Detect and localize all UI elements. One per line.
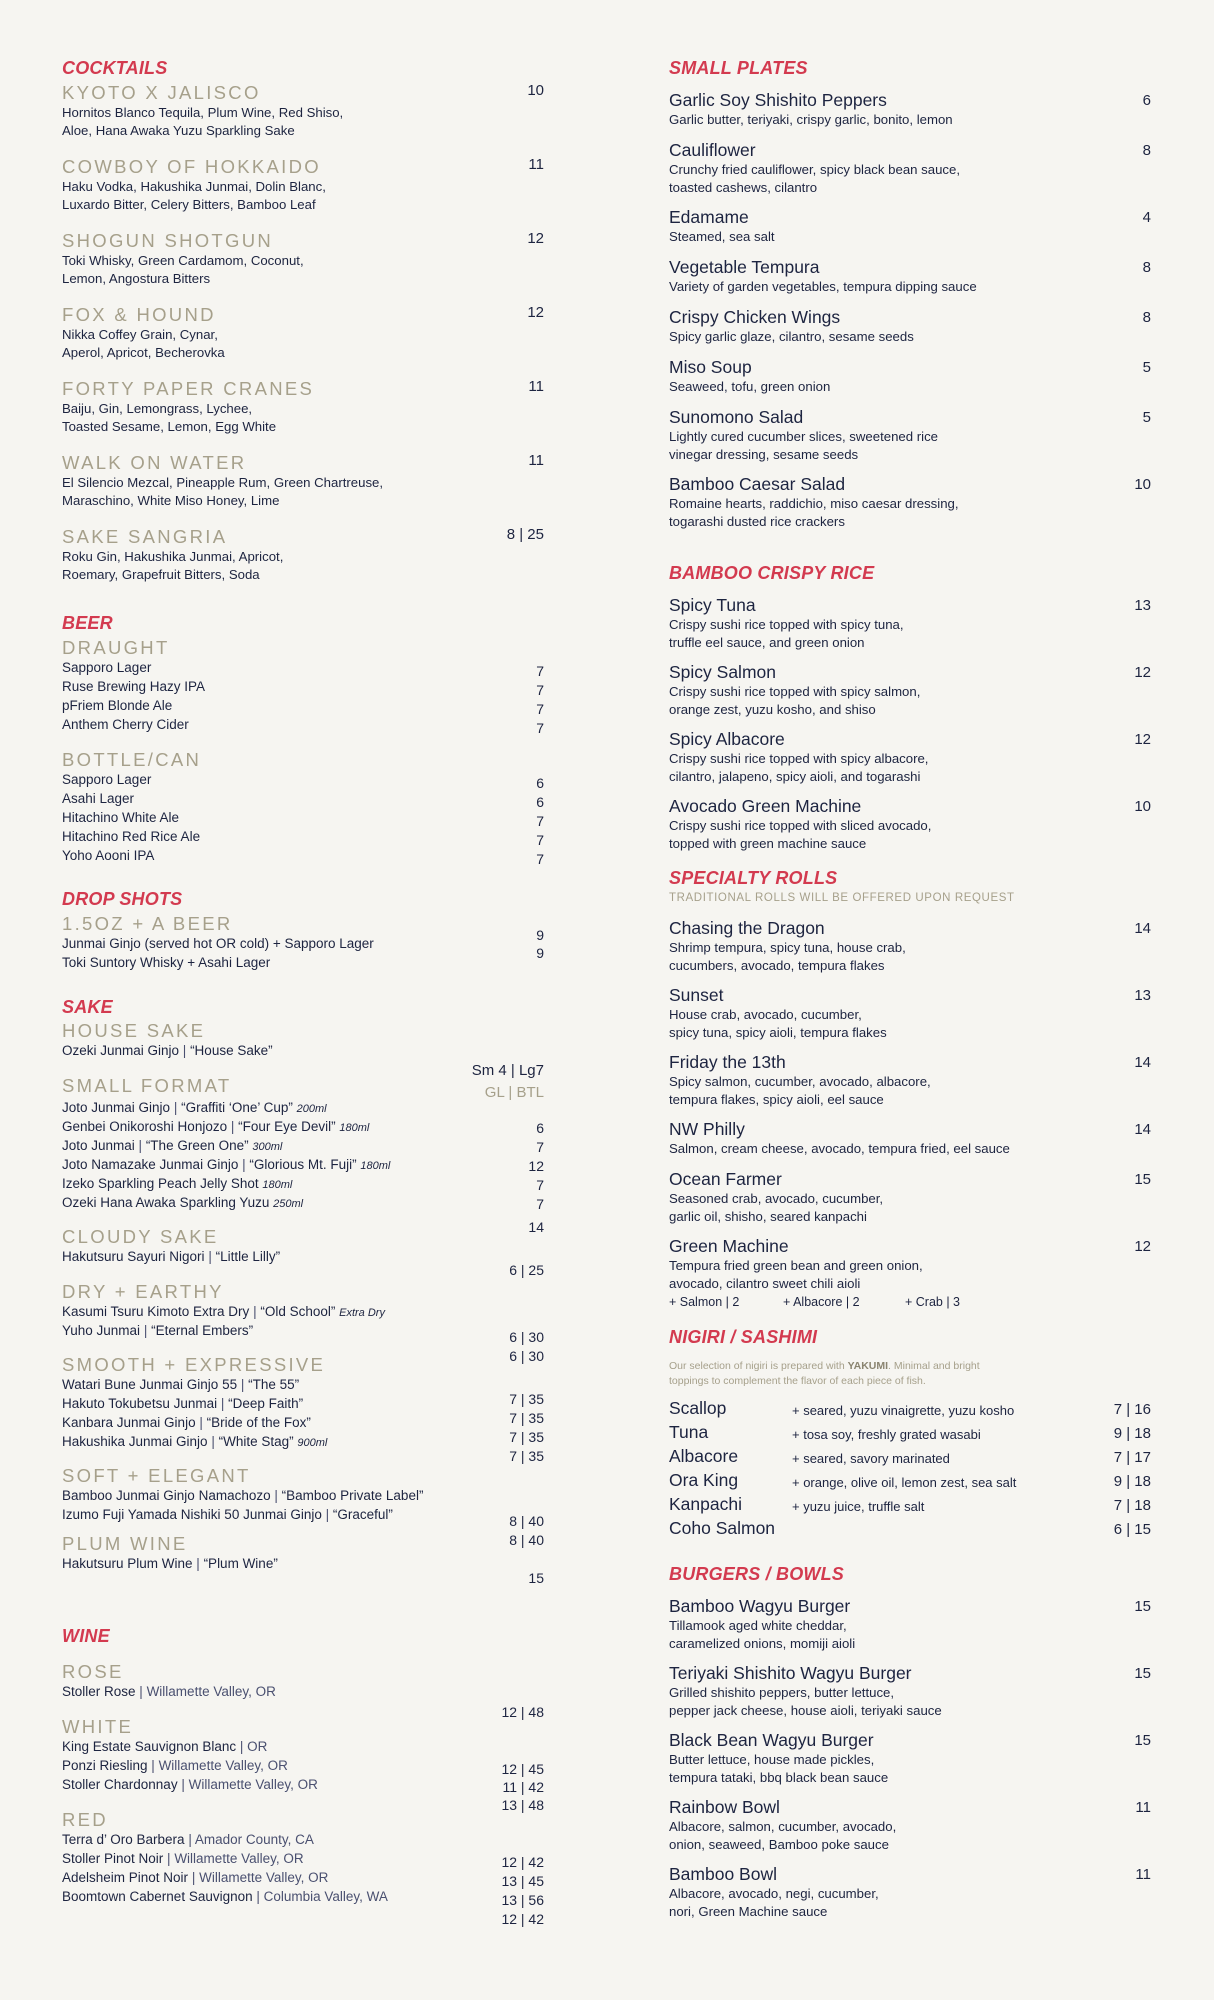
drop-shot-price: 9 [536,927,544,943]
dish-description: Crispy sushi rice topped with sliced avocado, topped with green machine sauce [669,818,932,851]
cocktail-description: Roku Gin, Hakushika Junmai, Apricot, Roemary, Grapefruit Bitters, Soda [62,549,284,582]
beer-price: 7 [536,682,544,698]
beer-price: 6 [536,775,544,791]
dish-price: 6 [1142,92,1151,109]
dish-description: Crispy sushi rice topped with spicy salmon, orange zest, yuzu kosho, and shiso [669,684,921,717]
fish-name: Albacore [669,1446,739,1466]
roll-price: 14 [1134,1054,1151,1071]
beer-name: Sapporo Lager [62,772,152,787]
fish-name: Tuna [669,1422,709,1442]
cocktail-description: Baiju, Gin, Lemongrass, Lychee, Toasted Sesame, Lemon, Egg White [62,401,277,434]
beer-name: Sapporo Lager [62,660,152,675]
beer-price: 6 [536,794,544,810]
fish-name: Scallop [669,1398,727,1418]
nigiri-heading: NIGIRI / SASHIMI [669,1327,818,1347]
sake-size: 900ml [297,1437,328,1449]
cocktail-description: Nikka Coffey Grain, Cynar, Aperol, Apricot, Becherovka [62,327,225,360]
sake-nickname: “Four Eye Devil” [238,1119,336,1134]
cocktail-description: El Silencio Mezcal, Pineapple Rum, Green Chartreuse, Maraschino, White Miso Honey, Lime [62,475,384,508]
dish-name: Rainbow Bowl [669,1797,780,1817]
sake-line: Joto Junmai | “The Green One” 300ml [62,1138,283,1153]
sake-line: Kasumi Tsuru Kimoto Extra Dry | “Old School” Extra Dry [62,1304,385,1319]
sake-line [62,1176,292,1191]
sake-line: Hakutsuru Plum Wine | “Plum Wine” [62,1556,278,1571]
sake-nickname: “Glorious Mt. Fuji” [249,1157,357,1172]
drop-shot-name: Toki Suntory Whisky + Asahi Lager [62,955,271,970]
sake-line [62,1195,303,1210]
sake-name: Hakutsuru Sayuri Nigori [62,1249,205,1264]
dish-description: Lightly cured cucumber slices, sweetened rice vinegar dressing, sesame seeds [669,429,939,462]
wine-price: 13 | 56 [501,1892,544,1908]
wine-price: 12 | 48 [501,1704,544,1720]
sake-line: Hakushika Junmai Ginjo | “White Stag” 900ml [62,1434,328,1449]
sake-price: 7 [536,1139,544,1155]
sake-price: 6 | 30 [509,1329,544,1345]
wine-region: Willamette Valley, OR [174,1851,304,1866]
sake-nickname: “The 55” [248,1377,300,1392]
dish-description: Steamed, sea salt [669,229,775,244]
sake-name: Kanbara Junmai Ginjo [62,1415,196,1430]
fish-name: Coho Salmon [669,1518,776,1538]
wine-heading: WINE [62,1626,110,1646]
beer-name: Hitachino White Ale [62,810,180,825]
wine-name: Stoller Pinot Noir [62,1851,164,1866]
roll-price: 13 [1134,987,1151,1004]
sake-name: Ozeki Junmai Ginjo [62,1043,180,1058]
dish-price: 10 [1134,798,1151,815]
sake-price: 7 [536,1177,544,1193]
sake-price: 6 [536,1120,544,1136]
cocktail-description: Toki Whisky, Green Cardamom, Coconut, Lemon, Angostura Bitters [62,253,304,286]
dish-name: Spicy Tuna [669,595,756,615]
sake-nickname: “Bamboo Private Label” [281,1488,424,1503]
dish-description: Variety of garden vegetables, tempura dipping sauce [669,279,977,294]
drop-shot-price: 9 [536,945,544,961]
sake-name: Watari Bune Junmai Ginjo 55 [62,1377,238,1392]
wine-region: Willamette Valley, OR [188,1777,318,1792]
dish-price: 8 [1142,142,1151,159]
cloudy-sake-subheading: CLOUDY SAKE [62,1226,219,1247]
dish-description: Spicy garlic glaze, cilantro, sesame seeds [669,329,914,344]
beer-name: pFriem Blonde Ale [62,698,173,713]
dish-description: Albacore, avocado, negi, cucumber, nori, Green Machine sauce [669,1886,879,1919]
cocktail-name: COWBOY OF HOKKAIDO [62,156,321,177]
sake-size: 180ml [360,1160,391,1172]
wine-line: Ponzi Riesling | Willamette Valley, OR [62,1758,288,1773]
dish-price: 8 [1142,259,1151,276]
wine-region: Willamette Valley, OR [158,1758,288,1773]
wine-name: Ponzi Riesling [62,1758,148,1773]
smooth-expressive-subheading: SMOOTH + EXPRESSIVE [62,1354,326,1375]
cocktail-name: KYOTO X JALISCO [62,82,261,103]
dish-name: Spicy Salmon [669,662,776,682]
beer-name: Yoho Aooni IPA [62,848,155,863]
wine-price: 12 | 42 [501,1911,544,1927]
sake-price: 7 | 35 [509,1391,544,1407]
cocktail-price: 11 [528,378,544,395]
rose-subheading: ROSE [62,1661,124,1682]
yakumi-brand: YAKUMI [847,1360,889,1372]
dish-price: 11 [1135,1866,1151,1883]
dish-price: 15 [1134,1732,1151,1749]
dish-description: Romaine hearts, raddichio, miso caesar dressing, togarashi dusted rice crackers [669,496,959,529]
cocktail-name: SHOGUN SHOTGUN [62,230,274,251]
wine-name: Adelsheim Pinot Noir [62,1870,189,1885]
roll-description: Tempura fried green bean and green onion, avocado, cilantro sweet chili aioli [669,1258,923,1291]
dish-name: Black Bean Wagyu Burger [669,1730,874,1750]
sake-line: Ozeki Junmai Ginjo | “House Sake” [62,1043,273,1058]
glass-bottle-header: GL | BTL [484,1084,544,1101]
dish-name: Teriyaki Shishito Wagyu Burger [669,1663,912,1683]
fish-note: + seared, yuzu vinaigrette, yuzu kosho [792,1403,1015,1418]
sake-line: Yuho Junmai | “Eternal Embers” [62,1323,254,1338]
roll-price: 14 [1134,920,1151,937]
roll-name: Friday the 13th [669,1052,786,1072]
nigiri-intro [669,1359,1089,1389]
sake-price: 7 | 35 [509,1410,544,1426]
sake-line: Joto Junmai Ginjo | “Graffiti ‘One’ Cup” 200ml [62,1100,327,1115]
cocktail-name: SAKE SANGRIA [62,526,228,547]
roll-price: 14 [1134,1121,1151,1138]
roll-description: Salmon, cream cheese, avocado, tempura fried, eel sauce [669,1141,1010,1156]
dish-price: 5 [1142,359,1151,376]
sake-line: Hakuto Tokubetsu Junmai | “Deep Faith” [62,1396,304,1411]
sake-price: 7 | 35 [509,1448,544,1464]
roll-addon: + Salmon | 2 [669,1295,740,1309]
sake-nickname: “Bride of the Fox” [206,1415,311,1430]
fish-price: 6 | 15 [1113,1521,1151,1538]
roll-description: Shrimp tempura, spicy tuna, house crab, cucumbers, avocado, tempura flakes [669,940,906,973]
sake-name: Hakuto Tokubetsu Junmai [62,1396,218,1411]
sake-size: 200ml [296,1103,327,1115]
dish-price: 11 [1135,1799,1151,1816]
dish-price: 8 [1142,309,1151,326]
sake-nickname: “Graffiti ‘One’ Cup” [181,1100,293,1115]
dish-description: Butter lettuce, house made pickles, tempura tataki, bbq black bean sauce [669,1752,889,1785]
cocktail-price: 10 [527,82,544,99]
sake-nickname: “White Stag” [218,1434,294,1449]
beer-name: Asahi Lager [62,791,135,806]
draught-subheading: DRAUGHT [62,637,170,658]
beer-price: 7 [536,813,544,829]
sake-name: Hakutsuru Plum Wine [62,1556,193,1571]
drop-shot-name: Junmai Ginjo (served hot OR cold) + Sapporo Lager [62,936,374,951]
plum-wine-subheading: PLUM WINE [62,1533,188,1554]
sake-price: 14 [528,1219,544,1235]
dish-description: Crispy sushi rice topped with spicy albacore, cilantro, jalapeno, spicy aioli, and togarashi [669,751,929,784]
roll-description: House crab, avocado, cucumber, spicy tuna, spicy aioli, tempura flakes [669,1007,887,1040]
nigiri-intro-text: Our selection of nigiri is prepared with [669,1360,848,1372]
sake-price: 8 | 40 [509,1532,544,1548]
sake-price: 7 [536,1196,544,1212]
dish-description: Albacore, salmon, cucumber, avocado, onion, seaweed, Bamboo poke sauce [669,1819,897,1852]
wine-name: Boomtown Cabernet Sauvignon [62,1889,253,1904]
roll-description: Seasoned crab, avocado, cucumber, garlic oil, shisho, seared kanpachi [669,1191,884,1224]
dry-earthy-subheading: DRY + EARTHY [62,1281,224,1302]
fish-name: Kanpachi [669,1494,742,1514]
cocktail-price: 11 [528,156,544,173]
sake-name: Genbei Onikoroshi Honjozo [62,1119,228,1134]
cocktail-name: WALK ON WATER [62,452,247,473]
dish-name: Cauliflower [669,140,756,160]
wine-price: 13 | 45 [501,1873,544,1889]
dish-name: Bamboo Wagyu Burger [669,1596,851,1616]
wine-name: Stoller Chardonnay [62,1777,178,1792]
drop-shots-heading: DROP SHOTS [62,889,183,909]
dish-name: Bamboo Bowl [669,1864,777,1884]
beer-heading: BEER [62,613,113,633]
sake-name: Izeko Sparkling Peach Jelly Shot [62,1176,259,1191]
sake-size: 180ml [262,1179,293,1191]
small-format-subheading: SMALL FORMAT [62,1075,232,1096]
dish-price: 10 [1134,476,1151,493]
dish-name: Garlic Soy Shishito Peppers [669,90,887,110]
sake-name: Ozeki Hana Awaka Sparkling Yuzu [62,1195,270,1210]
sake-line: Kanbara Junmai Ginjo | “Bride of the Fox” [62,1415,311,1430]
fish-name: Ora King [669,1470,739,1490]
sake-nickname: “Little Lilly” [215,1249,281,1264]
sake-nickname: “Deep Faith” [228,1396,304,1411]
dish-name: Miso Soup [669,357,752,377]
sake-size: 300ml [252,1141,283,1153]
dish-price: 12 [1134,664,1151,681]
sake-line: Hakutsuru Sayuri Nigori | “Little Lilly” [62,1249,281,1264]
dish-name: Sunomono Salad [669,407,804,427]
traditional-rolls-note: TRADITIONAL ROLLS WILL BE OFFERED UPON REQUEST [669,892,1015,904]
sake-name: Bamboo Junmai Ginjo Namachozo [62,1488,271,1503]
wine-line: Stoller Pinot Noir | Willamette Valley, OR [62,1851,304,1866]
wine-line: Adelsheim Pinot Noir | Willamette Valley, OR [62,1870,329,1885]
burgers-bowls-heading: BURGERS / BOWLS [669,1564,845,1584]
dish-description: Grilled shishito peppers, butter lettuce, pepper jack cheese, house aioli, teriyaki sauce [669,1685,942,1718]
fish-note: + orange, olive oil, lemon zest, sea salt [792,1475,1017,1490]
dish-price: 5 [1142,409,1151,426]
sake-line: Genbei Onikoroshi Honjozo | “Four Eye Devil” 180ml [62,1119,370,1134]
sake-name: Yuho Junmai [62,1323,141,1338]
dish-description: Garlic butter, teriyaki, crispy garlic, bonito, lemon [669,112,953,127]
sake-nickname: “Plum Wine” [203,1556,278,1571]
sake-name: Izumo Fuji Yamada Nishiki 50 Junmai Ginjo [62,1507,322,1522]
roll-name: Chasing the Dragon [669,918,825,938]
cocktail-description: Hornitos Blanco Tequila, Plum Wine, Red Shiso, Aloe, Hana Awaka Yuzu Sparkling Sake [62,105,344,138]
beer-name: Hitachino Red Rice Ale [62,829,201,844]
dish-price: 12 [1134,731,1151,748]
dish-price: 15 [1134,1598,1151,1615]
beer-name: Ruse Brewing Hazy IPA [62,679,206,694]
cocktail-price: 8 | 25 [506,526,544,543]
wine-region: Willamette Valley, OR [146,1684,276,1699]
wine-name: King Estate Sauvignon Blanc [62,1739,237,1754]
cocktail-price: 12 [527,230,544,247]
fish-note: + seared, savory marinated [792,1451,950,1466]
sake-nickname: “Eternal Embers” [151,1323,254,1338]
wine-region: OR [247,1739,268,1754]
sake-name: Kasumi Tsuru Kimoto Extra Dry [62,1304,250,1319]
roll-addon: + Crab | 3 [905,1295,961,1309]
cocktail-description: Haku Vodka, Hakushika Junmai, Dolin Blanc, Luxardo Bitter, Celery Bitters, Bamboo Leaf [62,179,326,212]
sake-price: 6 | 30 [509,1348,544,1364]
roll-addon: + Albacore | 2 [783,1295,860,1309]
cocktails-heading: COCKTAILS [62,58,168,78]
wine-price: 12 | 42 [501,1854,544,1870]
sake-line: Watari Bune Junmai Ginjo 55 | “The 55” [62,1377,300,1392]
cocktail-name: FOX & HOUND [62,304,216,325]
wine-price: 13 | 48 [501,1797,544,1813]
roll-price: 15 [1134,1171,1151,1188]
sake-price: 7 | 35 [509,1429,544,1445]
wine-price: 11 | 42 [502,1779,544,1795]
dish-name: Edamame [669,207,749,227]
wine-line: Stoller Rose | Willamette Valley, OR [62,1684,276,1699]
wine-line: Boomtown Cabernet Sauvignon | Columbia Valley, WA [62,1889,388,1904]
roll-price: 12 [1134,1238,1151,1255]
sake-nickname: “House Sake” [190,1043,273,1058]
dish-name: Vegetable Tempura [669,257,820,277]
sake-nickname: “The Green One” [145,1138,249,1153]
wine-name: Terra d’ Oro Barbera [62,1832,185,1847]
dish-price: 13 [1134,597,1151,614]
sake-line: Izumo Fuji Yamada Nishiki 50 Junmai Ginjo | “Graceful” [62,1507,393,1522]
beer-price: 7 [536,701,544,717]
wine-price: 12 | 45 [501,1761,544,1777]
wine-line: Stoller Chardonnay | Willamette Valley, OR [62,1777,318,1792]
dish-name: Spicy Albacore [669,729,785,749]
fish-note: + yuzu juice, truffle salt [792,1499,925,1514]
dish-name: Crispy Chicken Wings [669,307,841,327]
cocktail-name: FORTY PAPER CRANES [62,378,315,399]
red-wine-subheading: RED [62,1809,108,1830]
fish-price: 7 | 18 [1113,1497,1151,1514]
sake-name: Joto Junmai Ginjo [62,1100,171,1115]
sake-price: 12 [528,1158,544,1174]
roll-description: Spicy salmon, cucumber, avocado, albacore, tempura flakes, spicy aioli, eel sauce [669,1074,931,1107]
dish-description: Crispy sushi rice topped with spicy tuna, truffle eel sauce, and green onion [669,617,904,650]
dish-name: Avocado Green Machine [669,796,862,816]
wine-line: King Estate Sauvignon Blanc | OR [62,1739,268,1754]
fish-price: 9 | 18 [1113,1473,1151,1490]
dish-price: 15 [1134,1665,1151,1682]
fish-price: 9 | 18 [1113,1425,1151,1442]
wine-line: Terra d’ Oro Barbera | Amador County, CA [62,1832,314,1847]
soft-elegant-subheading: SOFT + ELEGANT [62,1465,251,1486]
sake-nickname: “Old School” [260,1304,336,1319]
sake-name: Hakushika Junmai Ginjo [62,1434,208,1449]
white-wine-subheading: WHITE [62,1716,134,1737]
roll-name: Ocean Farmer [669,1169,782,1189]
roll-name: Sunset [669,985,724,1005]
beer-price: 7 [536,720,544,736]
cocktail-price: 11 [528,452,544,469]
fish-price: 7 | 16 [1113,1401,1151,1418]
wine-region: Amador County, CA [194,1832,314,1847]
dish-price: 4 [1142,209,1151,226]
sake-size: 250ml [273,1198,304,1210]
beer-name: Anthem Cherry Cider [62,717,189,732]
sake-size: Extra Dry [339,1307,385,1319]
sake-line: Joto Namazake Junmai Ginjo | “Glorious Mt. Fuji” 180ml [62,1157,391,1172]
sake-price: 6 | 25 [509,1262,544,1278]
beer-price: 7 [536,832,544,848]
cocktail-price: 12 [527,304,544,321]
sake-nickname: “Graceful” [332,1507,393,1522]
house-sake-subheading: HOUSE SAKE [62,1020,206,1041]
house-sake-price: Sm 4 | Lg7 [471,1062,544,1079]
sake-price: 8 | 40 [509,1513,544,1529]
roll-name: NW Philly [669,1119,745,1139]
dish-description: Seaweed, tofu, green onion [669,379,831,394]
nigiri-intro-text: . Minimal and bright toppings to complement the flavor of each piece of fish. [669,1360,980,1387]
sake-price: 15 [528,1570,544,1586]
sake-heading: SAKE [62,997,113,1017]
sake-name: Joto Namazake Junmai Ginjo [62,1157,239,1172]
dish-name: Bamboo Caesar Salad [669,474,846,494]
wine-region: Willamette Valley, OR [199,1870,329,1885]
beer-price: 7 [536,851,544,867]
drop-shots-subheading: 1.5OZ + A BEER [62,913,233,934]
wine-name: Stoller Rose [62,1684,136,1699]
crispy-rice-heading: BAMBOO CRISPY RICE [669,563,875,583]
sake-line: Bamboo Junmai Ginjo Namachozo | “Bamboo Private Label” [62,1488,424,1503]
roll-name: Green Machine [669,1236,789,1256]
dish-description: Crunchy fried cauliflower, spicy black bean sauce, toasted cashews, cilantro [669,162,961,195]
fish-price: 7 | 17 [1113,1449,1151,1466]
fish-note: + tosa soy, freshly grated wasabi [792,1427,981,1442]
small-plates-heading: SMALL PLATES [669,58,808,78]
sake-name: Joto Junmai [62,1138,135,1153]
wine-region: Columbia Valley, WA [263,1889,388,1904]
sake-size: 180ml [339,1122,370,1134]
specialty-rolls-heading: SPECIALTY ROLLS [669,868,838,888]
bottle-can-subheading: BOTTLE/CAN [62,749,202,770]
dish-description: Tillamook aged white cheddar, caramelized onions, momiji aioli [669,1618,856,1651]
beer-price: 7 [536,663,544,679]
